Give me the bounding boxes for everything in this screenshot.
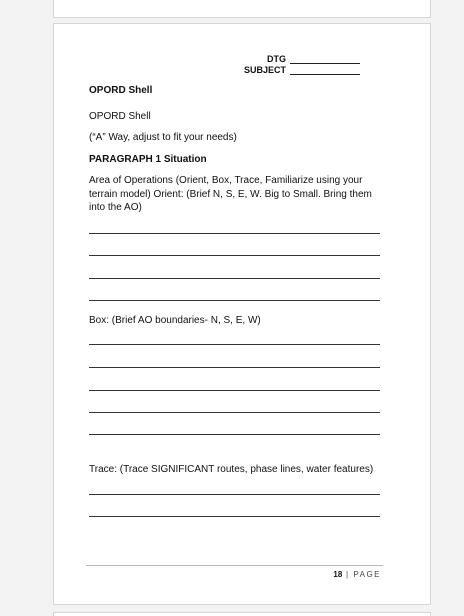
writing-line <box>89 412 380 413</box>
subject-field <box>244 65 360 75</box>
subject-label: SUBJECT <box>243 65 286 75</box>
trace-text: Trace: (Trace SIGNIFICANT routes, phase lines, water features) <box>89 464 374 475</box>
dtg-field <box>267 54 360 64</box>
writing-line <box>89 300 380 301</box>
writing-line <box>89 390 380 391</box>
box-text: Box: (Brief AO boundaries- N, S, E, W) <box>89 315 261 326</box>
writing-line <box>89 233 380 234</box>
writing-line <box>89 255 380 256</box>
dtg-blank-line <box>290 55 360 64</box>
subject-blank-line <box>290 66 360 75</box>
writing-line <box>89 434 380 435</box>
writing-line <box>89 278 380 279</box>
dtg-label: DTG <box>267 54 286 64</box>
footer-divider <box>86 565 383 566</box>
writing-line <box>89 367 380 368</box>
document-subtitle: OPORD Shell <box>89 111 151 122</box>
page-footer <box>333 570 381 579</box>
page-word: PAGE <box>353 570 381 579</box>
writing-line <box>89 344 380 345</box>
page-separator: | <box>342 570 354 579</box>
paragraph-1-heading: PARAGRAPH 1 Situation <box>89 154 207 165</box>
writing-line <box>89 494 380 495</box>
next-page <box>53 612 431 616</box>
document-title: OPORD Shell <box>89 85 153 96</box>
document-page <box>53 23 431 605</box>
previous-page <box>53 0 431 18</box>
writing-line <box>89 516 380 517</box>
usage-note: (“A” Way, adjust to fit your needs) <box>89 132 237 143</box>
area-of-operations-text: Area of Operations (Orient, Box, Trace, Familiarize using your terrain model) Orient: (Brief N, S, E, W. Big to Small. Bring them into the AO) <box>89 175 372 213</box>
page-number: 18 <box>333 570 343 579</box>
